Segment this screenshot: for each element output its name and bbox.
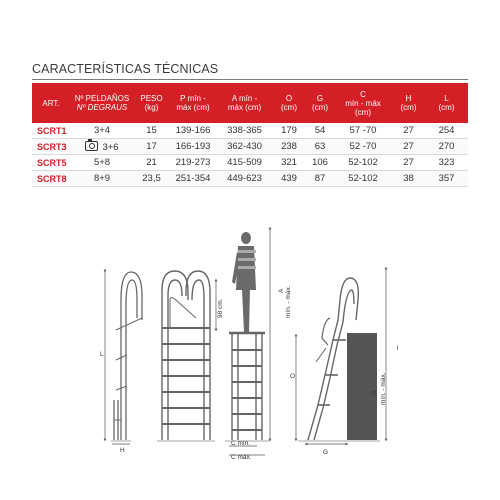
cell-o: 439: [272, 171, 306, 187]
cell-p: 251-354: [169, 171, 217, 187]
wall-block: [347, 333, 377, 440]
platform-ladder: [229, 333, 265, 440]
page-title: CARACTERÍSTICAS TÉCNICAS: [32, 62, 219, 76]
cell-a: 449-623: [217, 171, 272, 187]
cell-weight: 17: [134, 139, 169, 155]
label-a-minmax: mín. - máx.: [285, 285, 292, 318]
label-o: O: [290, 373, 296, 380]
cell-a: 338-365: [217, 123, 272, 139]
label-l-right: l: [397, 345, 399, 352]
label-a: A: [278, 288, 285, 293]
cell-h: 27: [392, 155, 425, 171]
cell-steps: 8+9: [70, 171, 134, 187]
label-98cm: 98 cm.: [217, 298, 224, 318]
cell-g: 63: [306, 139, 334, 155]
header-weight: PESO (kg): [134, 83, 169, 123]
cell-c: 52-102: [334, 171, 392, 187]
header-h: H (cm): [392, 83, 425, 123]
cell-weight: 21: [134, 155, 169, 171]
cell-l: 270: [425, 139, 468, 155]
cell-art: SCRT1: [32, 123, 70, 139]
front-view: [162, 271, 210, 440]
header-o: O (cm): [272, 83, 306, 123]
cell-p: 166-193: [169, 139, 217, 155]
cell-l: 323: [425, 155, 468, 171]
label-c-max: C máx.: [231, 454, 252, 461]
cell-p: 139-166: [169, 123, 217, 139]
label-p: P: [372, 390, 379, 395]
cell-weight: 15: [134, 123, 169, 139]
cell-l: 254: [425, 123, 468, 139]
cell-a: 362-430: [217, 139, 272, 155]
header-p: P mín - máx (cm): [169, 83, 217, 123]
header-c: C mín - máx (cm): [334, 83, 392, 123]
cell-steps: 3+6: [70, 139, 134, 155]
person-figure: [232, 232, 256, 332]
cell-h: 38: [392, 171, 425, 187]
label-c-min: C mín.: [231, 440, 251, 447]
cell-art: SCRT5: [32, 155, 70, 171]
cell-c: 52 -70: [334, 139, 392, 155]
header-l: L (cm): [425, 83, 468, 123]
cell-o: 321: [272, 155, 306, 171]
cell-art: SCRT3: [32, 139, 70, 155]
cell-h: 27: [392, 123, 425, 139]
cell-a: 415-509: [217, 155, 272, 171]
label-p-minmax: mín. - máx.: [380, 372, 387, 405]
label-g: G: [323, 449, 329, 456]
cell-o: 179: [272, 123, 306, 139]
cell-g: 106: [306, 155, 334, 171]
cell-g: 54: [306, 123, 334, 139]
cell-c: 52-102: [334, 155, 392, 171]
header-a: A mín - máx (cm): [217, 83, 272, 123]
label-l: L: [100, 351, 104, 358]
cell-p: 219-273: [169, 155, 217, 171]
cell-weight: 23,5: [134, 171, 169, 187]
cell-l: 357: [425, 171, 468, 187]
header-art: ART.: [32, 83, 70, 123]
cell-steps: 5+8: [70, 155, 134, 171]
side-view: [114, 272, 142, 440]
cell-o: 238: [272, 139, 306, 155]
header-g: G (cm): [306, 83, 334, 123]
cell-art: SCRT8: [32, 171, 70, 187]
cell-g: 87: [306, 171, 334, 187]
label-h: H: [120, 447, 125, 454]
cell-h: 27: [392, 139, 425, 155]
cell-steps: 3+4: [70, 123, 134, 139]
header-steps: Nº PELDAÑOS Nº DEGRAUS: [70, 83, 134, 123]
cell-c: 57 -70: [334, 123, 392, 139]
